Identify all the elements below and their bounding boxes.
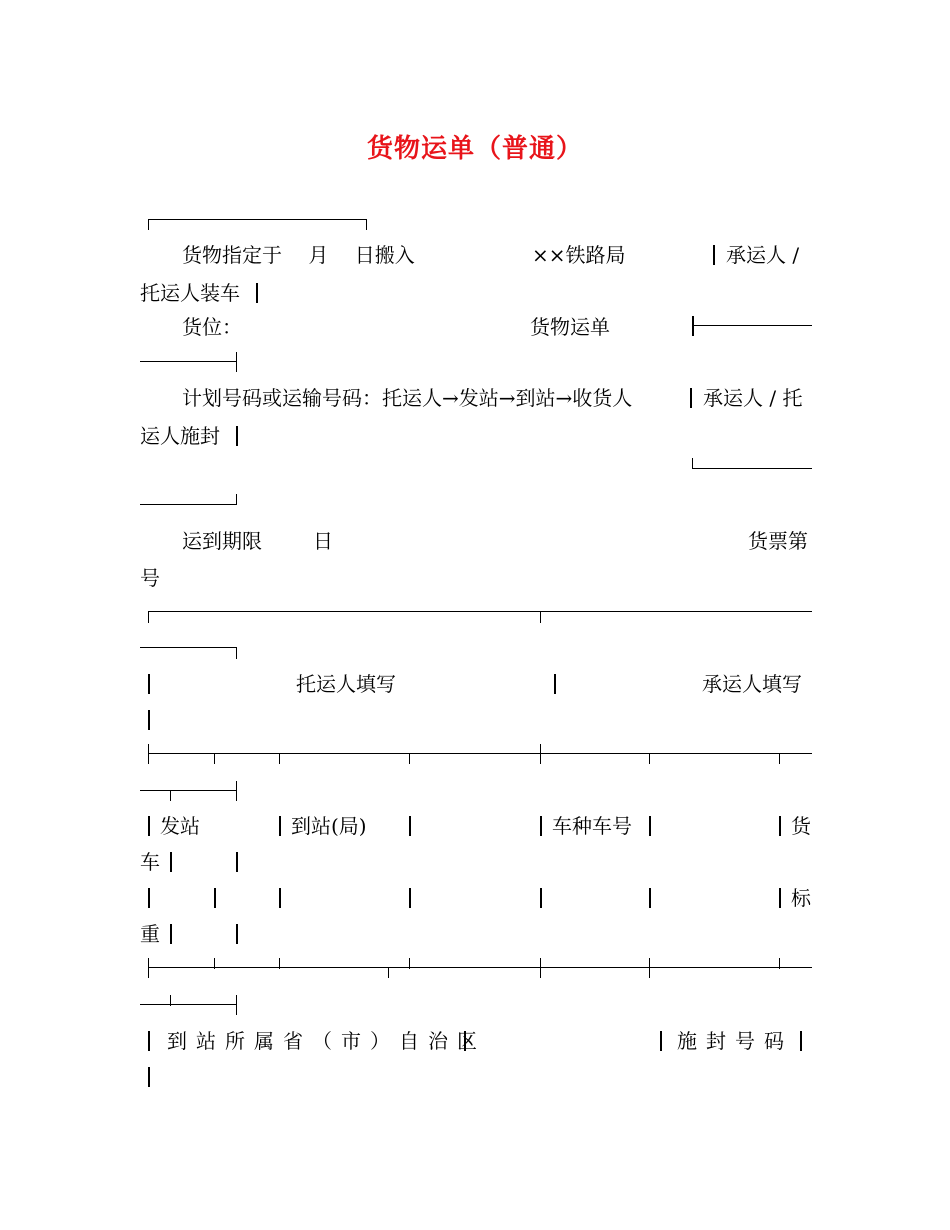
table-rule [540,816,542,836]
table-rule [388,967,389,978]
table-rule [713,245,715,265]
table-rule [540,744,541,764]
table-rule [140,361,237,362]
table-rule [236,781,237,801]
move-in-date-label: 货物指定于 月 日搬入 [182,243,415,267]
table-rule [236,852,238,872]
table-rule [148,816,150,836]
sealing-party-label: 承运人 / 托 [703,386,803,410]
table-rule [409,958,410,969]
table-rule [236,352,237,372]
table-rule [140,504,237,505]
table-rule [540,888,542,908]
table-rule [148,753,812,754]
table-rule [800,1031,802,1051]
table-rule [409,753,410,764]
loading-party-label: 承运人 / [726,243,800,267]
railway-bureau-label: ××铁路局 [532,243,626,267]
freight-car-label-cont: 车 [140,850,160,874]
table-rule [170,924,172,944]
table-rule [692,325,812,326]
table-rule [148,888,150,908]
table-rule [279,888,281,908]
table-rule [148,710,150,730]
table-rule [214,888,216,908]
table-rule [256,283,258,303]
cargo-position-label: 货位： [182,315,242,339]
table-rule [148,219,149,230]
table-rule [214,958,215,969]
table-rule [236,647,237,659]
table-rule [140,790,237,791]
freight-car-label: 货 [791,814,811,838]
table-rule [170,852,172,872]
table-rule [540,611,541,623]
table-rule [779,888,781,908]
table-rule [649,816,651,836]
table-rule [170,790,171,801]
table-rule [540,958,541,978]
waybill-label: 货物运单 [530,315,610,339]
table-rule [409,816,411,836]
marked-weight-label: 标 [791,886,811,910]
table-rule [148,611,812,612]
table-rule [148,744,149,764]
table-rule [692,316,694,336]
table-rule [649,958,650,978]
table-rule [779,816,781,836]
loading-party-label-cont: 托运人装车 [140,281,240,305]
table-rule [554,674,556,694]
table-rule [148,1067,150,1087]
table-rule [140,1004,237,1005]
table-rule [690,388,692,408]
table-rule [279,753,280,764]
table-rule [409,888,411,908]
table-rule [366,219,367,230]
table-rule [236,995,237,1015]
destination-station-label: 到站(局) [291,814,367,838]
table-rule [214,753,215,764]
sealing-party-label-cont: 运人施封 [140,424,220,448]
table-rule [779,753,780,764]
table-rule [649,888,651,908]
page-title: 货物运单（普通） [366,134,583,164]
freight-ticket-label-cont: 号 [140,566,160,590]
carrier-fill-header: 承运人填写 [702,672,802,696]
table-rule [170,995,171,1006]
car-type-number-label: 车种车号 [552,814,632,838]
table-rule [660,1031,662,1051]
table-rule [236,426,238,446]
table-rule [148,674,150,694]
freight-ticket-label: 货票第 [748,529,808,553]
table-rule [649,753,650,764]
shipper-fill-header: 托运人填写 [296,672,396,696]
table-rule [236,494,237,505]
plan-number-label: 计划号码或运输号码：托运人→发站→到站→收货人 [182,386,633,410]
table-rule [464,1031,466,1051]
table-rule [692,468,812,469]
table-rule [148,1031,150,1051]
transit-deadline-label: 运到期限 [182,529,262,553]
day-label: 日 [313,529,333,553]
table-rule [279,816,281,836]
table-rule [148,967,812,968]
table-rule [279,958,280,969]
destination-province-label: 到站所属省（市）自治区 [167,1029,486,1053]
table-rule [140,647,237,648]
seal-number-label: 施封号码 [677,1029,793,1053]
table-rule [148,958,149,978]
table-rule [148,219,367,220]
marked-weight-label-cont: 重 [140,922,160,946]
table-rule [236,924,238,944]
origin-station-label: 发站 [160,814,200,838]
table-rule [148,611,149,623]
table-rule [779,958,780,969]
